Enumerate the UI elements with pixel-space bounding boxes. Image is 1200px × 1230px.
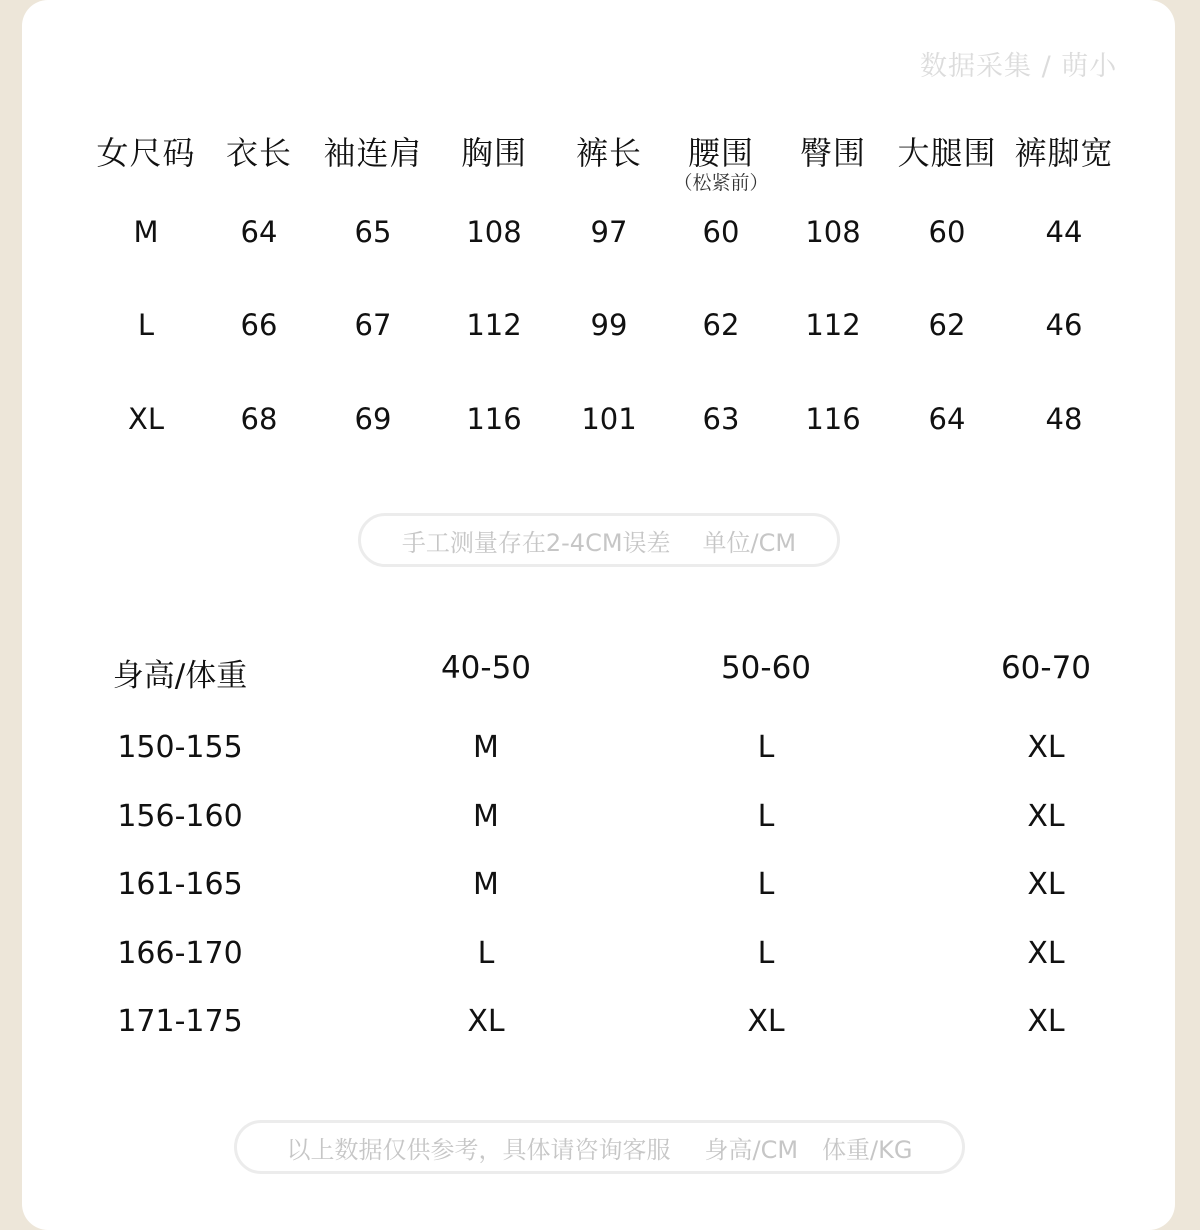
rec-cell: XL bbox=[467, 1004, 505, 1039]
rec-cell: L bbox=[757, 936, 775, 971]
rec-cell: XL bbox=[1027, 867, 1065, 902]
header-pants-length: 裤长 bbox=[575, 134, 643, 172]
rec-cell: 156-160 bbox=[117, 799, 243, 834]
size-cell: 108 bbox=[466, 215, 522, 249]
reference-note-pill bbox=[234, 1120, 965, 1174]
rec-header-weight-3: 60-70 bbox=[1000, 650, 1092, 686]
size-cell: 112 bbox=[805, 308, 861, 342]
measure-note-pill bbox=[358, 513, 840, 567]
measure-unit-text: 单位/CM bbox=[702, 528, 797, 557]
size-chart-card bbox=[22, 0, 1175, 1230]
rec-cell: L bbox=[757, 730, 775, 765]
size-cell: 60 bbox=[928, 215, 966, 249]
size-cell: 69 bbox=[354, 402, 392, 436]
size-cell: L bbox=[137, 308, 155, 342]
rec-cell: M bbox=[473, 730, 499, 765]
size-cell: 64 bbox=[240, 215, 278, 249]
rec-cell: L bbox=[757, 867, 775, 902]
size-cell: 62 bbox=[702, 308, 740, 342]
size-cell: 108 bbox=[805, 215, 861, 249]
rec-cell: XL bbox=[747, 1004, 785, 1039]
header-waist: 腰围 bbox=[687, 134, 755, 172]
rec-cell: L bbox=[757, 799, 775, 834]
size-cell: 60 bbox=[702, 215, 740, 249]
size-cell: 67 bbox=[354, 308, 392, 342]
rec-cell: M bbox=[473, 799, 499, 834]
header-sleeve: 袖连肩 bbox=[323, 134, 423, 172]
size-cell: 116 bbox=[466, 402, 522, 436]
rec-header-weight-1: 40-50 bbox=[440, 650, 532, 686]
rec-header-height-weight: 身高/体重 bbox=[112, 658, 248, 694]
header-size: 女尺码 bbox=[96, 134, 196, 172]
size-cell: 66 bbox=[240, 308, 278, 342]
rec-cell: XL bbox=[1027, 1004, 1065, 1039]
rec-header-weight-2: 50-60 bbox=[720, 650, 812, 686]
rec-cell: 150-155 bbox=[117, 730, 243, 765]
reference-text: 以上数据仅供参考，具体请咨询客服 bbox=[286, 1135, 671, 1164]
header-chest: 胸围 bbox=[460, 134, 528, 172]
header-hip: 臀围 bbox=[799, 134, 867, 172]
rec-cell: L bbox=[477, 936, 495, 971]
size-cell: 116 bbox=[805, 402, 861, 436]
rec-cell: M bbox=[473, 867, 499, 902]
measure-error-text: 手工测量存在2-4CM误差 bbox=[401, 528, 671, 557]
size-cell: 62 bbox=[928, 308, 966, 342]
rec-cell: XL bbox=[1027, 936, 1065, 971]
height-unit-text: 身高/CM bbox=[704, 1135, 799, 1164]
rec-cell: 171-175 bbox=[117, 1004, 243, 1039]
weight-unit-text: 体重/KG bbox=[822, 1135, 913, 1164]
rec-cell: XL bbox=[1027, 799, 1065, 834]
waist-note: （松紧前） bbox=[673, 172, 769, 194]
header-thigh: 大腿围 bbox=[897, 134, 997, 172]
size-cell: 101 bbox=[581, 402, 637, 436]
header-length: 衣长 bbox=[225, 134, 293, 172]
size-cell: 48 bbox=[1045, 402, 1083, 436]
size-cell: 46 bbox=[1045, 308, 1083, 342]
size-cell: 112 bbox=[466, 308, 522, 342]
size-cell: 44 bbox=[1045, 215, 1083, 249]
size-cell: 65 bbox=[354, 215, 392, 249]
size-cell: 63 bbox=[702, 402, 740, 436]
size-cell: M bbox=[133, 215, 159, 249]
rec-cell: 161-165 bbox=[117, 867, 243, 902]
size-cell: 64 bbox=[928, 402, 966, 436]
size-cell: XL bbox=[127, 402, 165, 436]
size-cell: 97 bbox=[590, 215, 628, 249]
credit-text: 数据采集 / 萌小 bbox=[920, 51, 1118, 82]
size-cell: 68 bbox=[240, 402, 278, 436]
size-cell: 99 bbox=[590, 308, 628, 342]
rec-cell: 166-170 bbox=[117, 936, 243, 971]
rec-cell: XL bbox=[1027, 730, 1065, 765]
header-leg-opening: 裤脚宽 bbox=[1014, 134, 1114, 172]
